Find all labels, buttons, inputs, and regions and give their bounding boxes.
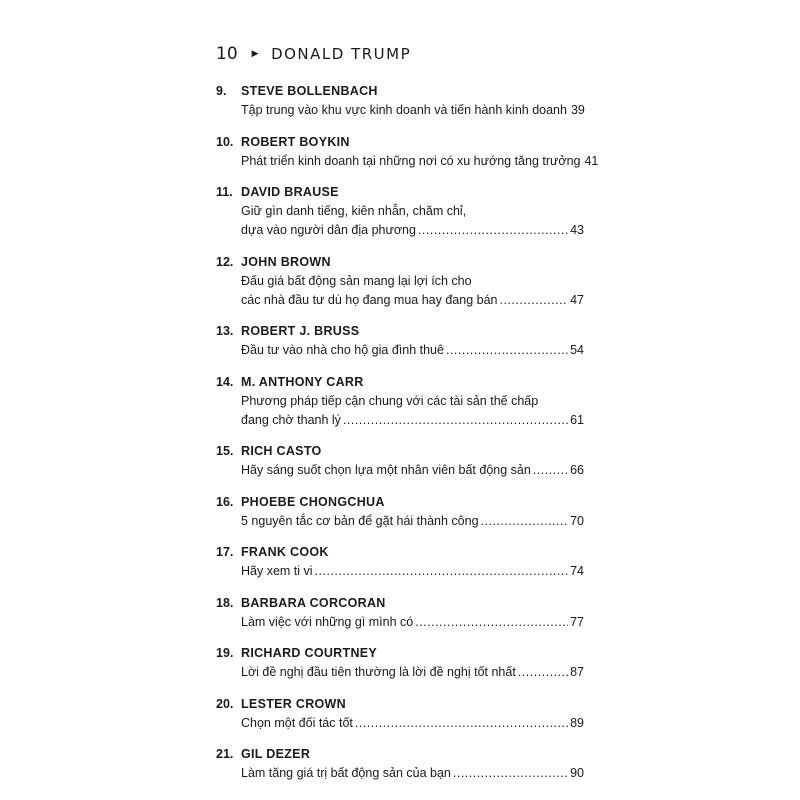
entry-heading [216, 135, 584, 152]
entry-body [241, 392, 584, 430]
entry-title-final-line [241, 101, 584, 120]
entry-title-final-line [241, 663, 584, 682]
right-triangle-icon: ▶ [251, 49, 260, 59]
entry-title-text: Hãy xem ti vi [241, 564, 313, 578]
dot-leader [499, 291, 568, 310]
toc-entry [216, 747, 584, 783]
dot-leader [533, 461, 568, 480]
entry-heading [216, 84, 584, 101]
entry-number: 13. [216, 324, 234, 338]
page-header [216, 44, 411, 64]
dot-leader [355, 714, 568, 733]
entry-author-name: FRANK COOK [241, 545, 329, 559]
entry-page-number: 77 [570, 614, 584, 629]
dot-leader [446, 341, 568, 360]
entry-page-number: 54 [570, 343, 584, 357]
entry-page-number: 41 [584, 153, 599, 168]
entry-body [241, 512, 584, 531]
entry-author-name: ROBERT J. BRUSS [241, 324, 360, 338]
page-number: 10 [216, 44, 238, 64]
toc-entry [216, 646, 584, 682]
entry-author-name: M. ANTHONY CARR [241, 374, 364, 389]
entry-title-final-line [241, 341, 584, 360]
entry-page-number: 39 [570, 103, 585, 117]
entry-title-final-line [241, 411, 584, 430]
entry-title-final-line [241, 562, 584, 581]
entry-author-name: JOHN BROWN [241, 254, 331, 269]
entry-title-text: Phát triển kinh doanh tại những nơi có xu hướng tăng trưởng [241, 153, 581, 168]
entry-page-number: 70 [570, 513, 584, 528]
toc-entry [216, 255, 584, 310]
entry-page-number: 47 [570, 292, 584, 307]
dot-leader [343, 411, 568, 430]
toc-entry [216, 697, 584, 733]
toc-entry [216, 495, 584, 531]
entry-page-number: 43 [570, 223, 584, 237]
dot-leader [315, 562, 569, 581]
entry-title-final-line [241, 613, 584, 632]
entry-body [241, 272, 584, 310]
entry-author-name: ROBERT BOYKIN [241, 134, 350, 149]
toc-entry [216, 596, 584, 632]
entry-title-final-line [241, 764, 584, 783]
entry-title-line: Đấu giá bất động sản mang lại lợi ích cho [241, 273, 472, 288]
entry-heading [216, 444, 584, 461]
entry-heading [216, 545, 584, 562]
entry-title-text: Đầu tư vào nhà cho hộ gia đình thuê [241, 343, 444, 357]
entry-body [241, 152, 599, 171]
entry-title-text: Hãy sáng suốt chọn lựa một nhân viên bất động sản [241, 463, 531, 477]
entry-heading [216, 495, 584, 512]
toc-entry [216, 324, 584, 360]
running-title: DONALD TRUMP [271, 45, 412, 63]
entry-body [241, 663, 584, 682]
toc-entry [216, 185, 584, 240]
entry-title-final-line [241, 221, 584, 240]
entry-number: 19. [216, 646, 234, 660]
entry-body [241, 764, 584, 783]
entry-title-final-line [241, 152, 599, 171]
toc-entry [216, 134, 599, 171]
entry-heading [216, 375, 584, 392]
entry-body [241, 341, 584, 360]
entry-page-number: 90 [570, 766, 584, 780]
entry-number: 12. [216, 254, 234, 269]
entry-heading [216, 185, 584, 202]
entry-heading [216, 596, 584, 613]
entry-author-name: DAVID BRAUSE [241, 185, 339, 199]
entry-body [241, 562, 584, 581]
entry-heading [216, 255, 584, 272]
entry-author-name: PHOEBE CHONGCHUA [241, 494, 385, 509]
entry-title-text: Chọn một đối tác tốt [241, 715, 353, 730]
entry-author-name: GIL DEZER [241, 747, 311, 761]
entry-heading [216, 697, 584, 714]
dot-leader [418, 221, 568, 240]
entry-heading [216, 324, 584, 341]
entry-title-text: Tập trung vào khu vực kinh doanh và tiến hành kinh doanh [241, 103, 567, 117]
entry-title-text: Làm việc với những gì mình có [241, 614, 414, 629]
dot-leader [415, 613, 568, 632]
entry-title-text: dựa vào người dân địa phương [241, 223, 416, 237]
entry-body [241, 461, 584, 480]
entry-number: 15. [216, 444, 234, 458]
entry-body [241, 101, 584, 120]
entry-page-number: 89 [570, 715, 584, 730]
entry-title-final-line [241, 461, 584, 480]
entry-page-number: 61 [570, 412, 584, 427]
entry-title-line: Phương pháp tiếp cận chung với các tài sản thế chấp [241, 393, 539, 408]
entry-author-name: RICH CASTO [241, 444, 322, 458]
entry-page-number: 66 [570, 463, 584, 477]
table-of-contents [216, 84, 599, 798]
entry-number: 17. [216, 545, 234, 559]
entry-heading [216, 747, 584, 764]
entry-author-name: LESTER CROWN [241, 696, 346, 711]
dot-leader [453, 764, 568, 783]
toc-entry [216, 84, 584, 120]
entry-number: 21. [216, 747, 234, 761]
entry-page-number: 87 [570, 665, 584, 679]
entry-title-text: 5 nguyên tắc cơ bản để gặt hái thành công [241, 513, 479, 528]
entry-author-name: BARBARA CORCORAN [241, 595, 386, 610]
entry-title-final-line [241, 714, 584, 733]
entry-author-name: STEVE BOLLENBACH [241, 84, 378, 98]
dot-leader [481, 512, 569, 531]
entry-body [241, 613, 584, 632]
toc-entry [216, 444, 584, 480]
entry-title-line: Giữ gìn danh tiếng, kiên nhẫn, chăm chỉ, [241, 204, 467, 218]
dot-leader [518, 663, 568, 682]
entry-title-final-line [241, 291, 584, 310]
entry-page-number: 74 [570, 564, 584, 578]
toc-entry [216, 375, 584, 430]
entry-number: 9. [216, 84, 227, 98]
entry-title-text: Làm tăng giá trị bất động sản của bạn [241, 766, 451, 780]
entry-number: 16. [216, 494, 234, 509]
entry-title-text: Lời đề nghị đầu tiên thường là lời đề nghị tốt nhất [241, 665, 516, 679]
entry-author-name: RICHARD COURTNEY [241, 646, 378, 660]
entry-body [241, 202, 584, 240]
entry-number: 11. [216, 185, 233, 199]
entry-heading [216, 646, 584, 663]
entry-number: 10. [216, 134, 234, 149]
entry-number: 20. [216, 696, 234, 711]
entry-title-text: đang chờ thanh lý [241, 412, 341, 427]
toc-entry [216, 545, 584, 581]
entry-title-final-line [241, 512, 584, 531]
entry-number: 14. [216, 374, 234, 389]
entry-number: 18. [216, 595, 234, 610]
entry-title-text: các nhà đầu tư dù họ đang mua hay đang bán [241, 292, 498, 307]
entry-body [241, 714, 584, 733]
